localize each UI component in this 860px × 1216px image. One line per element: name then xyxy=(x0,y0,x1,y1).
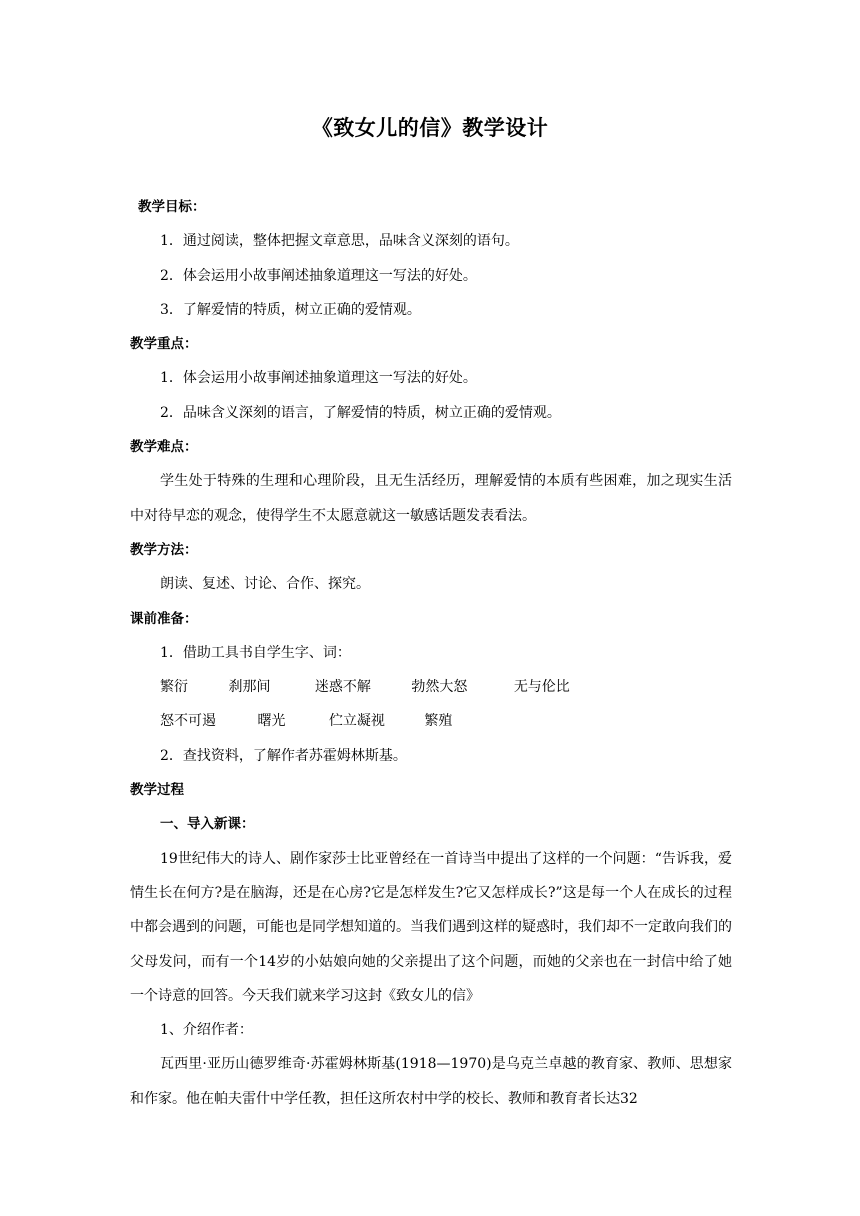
vocab-word: 勃然大怒 xyxy=(411,679,468,696)
vocab-word: 刹那间 xyxy=(228,679,271,696)
key-point-item: 2．品味含义深刻的语言，了解爱情的特质，树立正确的爱情观。 xyxy=(160,404,561,421)
key-points-heading: 教学重点： xyxy=(130,336,198,353)
vocab-word: 繁殖 xyxy=(424,713,453,730)
intro-paragraph: 19世纪伟大的诗人、剧作家莎士比亚曾经在一首诗当中提出了这样的一个问题：“告诉我，爱情生长在何方?是在脑海，还是在心房?它是怎样发生?它又怎样成长?”这是每一个人在成长的过程中都会遇到的问题，可能也是同学想知道的。当我们遇到这样的疑惑时，我们却不一定敢向我们的父母发问，而有一个14岁的小姑娘向她的父亲提出了这个问题，而她的父亲也在一封信中给了她一个诗意的回答。今天我们就来学习这封《致女儿的信》 xyxy=(130,850,732,1004)
objective-item: 2．体会运用小故事阐述抽象道理这一写法的好处。 xyxy=(160,267,477,284)
vocab-word: 伫立凝视 xyxy=(328,713,385,730)
vocab-row xyxy=(130,704,732,738)
objectives-heading: 教学目标： xyxy=(138,199,206,215)
author-heading: 1、介绍作者： xyxy=(160,1022,253,1039)
objective-item: 1．通过阅读，整体把握文章意思，品味含义深刻的语句。 xyxy=(160,233,519,250)
vocab-word: 繁衍 xyxy=(160,679,188,696)
vocab-word: 怒不可遏 xyxy=(160,713,216,730)
vocab-word: 无与伦比 xyxy=(513,679,570,696)
vocab-word: 迷惑不解 xyxy=(314,679,371,696)
methods-heading: 教学方法： xyxy=(130,541,198,558)
key-point-item: 1．体会运用小故事阐述抽象道理这一写法的好处。 xyxy=(160,370,477,387)
methods-text: 朗读、复述、讨论、合作、探究。 xyxy=(160,576,370,593)
difficulties-paragraph: 学生处于特殊的生理和心理阶段，且无生活经历，理解爱情的本质有些困难，加之现实生活中对待早恋的观念，使得学生不太愿意就这一敏感话题发表看法。 xyxy=(130,473,732,524)
objective-item: 3．了解爱情的特质，树立正确的爱情观。 xyxy=(160,301,421,318)
author-paragraph: 瓦西里·亚历山德罗维奇·苏霍姆林斯基(1918—1970)是乌克兰卓越的教育家、教师、思想家和作家。他在帕夫雷什中学任教，担任这所农村中学的校长、教师和教育者长达32 xyxy=(130,1056,732,1107)
prep-heading: 课前准备： xyxy=(130,610,198,627)
prep-item: 1．借助工具书自学生字、词： xyxy=(160,644,351,661)
page-title: 《致女儿的信》教学设计 xyxy=(311,116,549,140)
intro-heading: 一、导入新课： xyxy=(160,816,255,833)
process-heading: 教学过程 xyxy=(130,782,184,799)
prep-item: 2．查找资料，了解作者苏霍姆林斯基。 xyxy=(160,747,407,764)
vocab-row xyxy=(130,670,732,704)
difficulties-heading: 教学难点： xyxy=(130,439,198,456)
vocab-word: 曙光 xyxy=(257,713,286,730)
document-body xyxy=(130,190,732,1116)
